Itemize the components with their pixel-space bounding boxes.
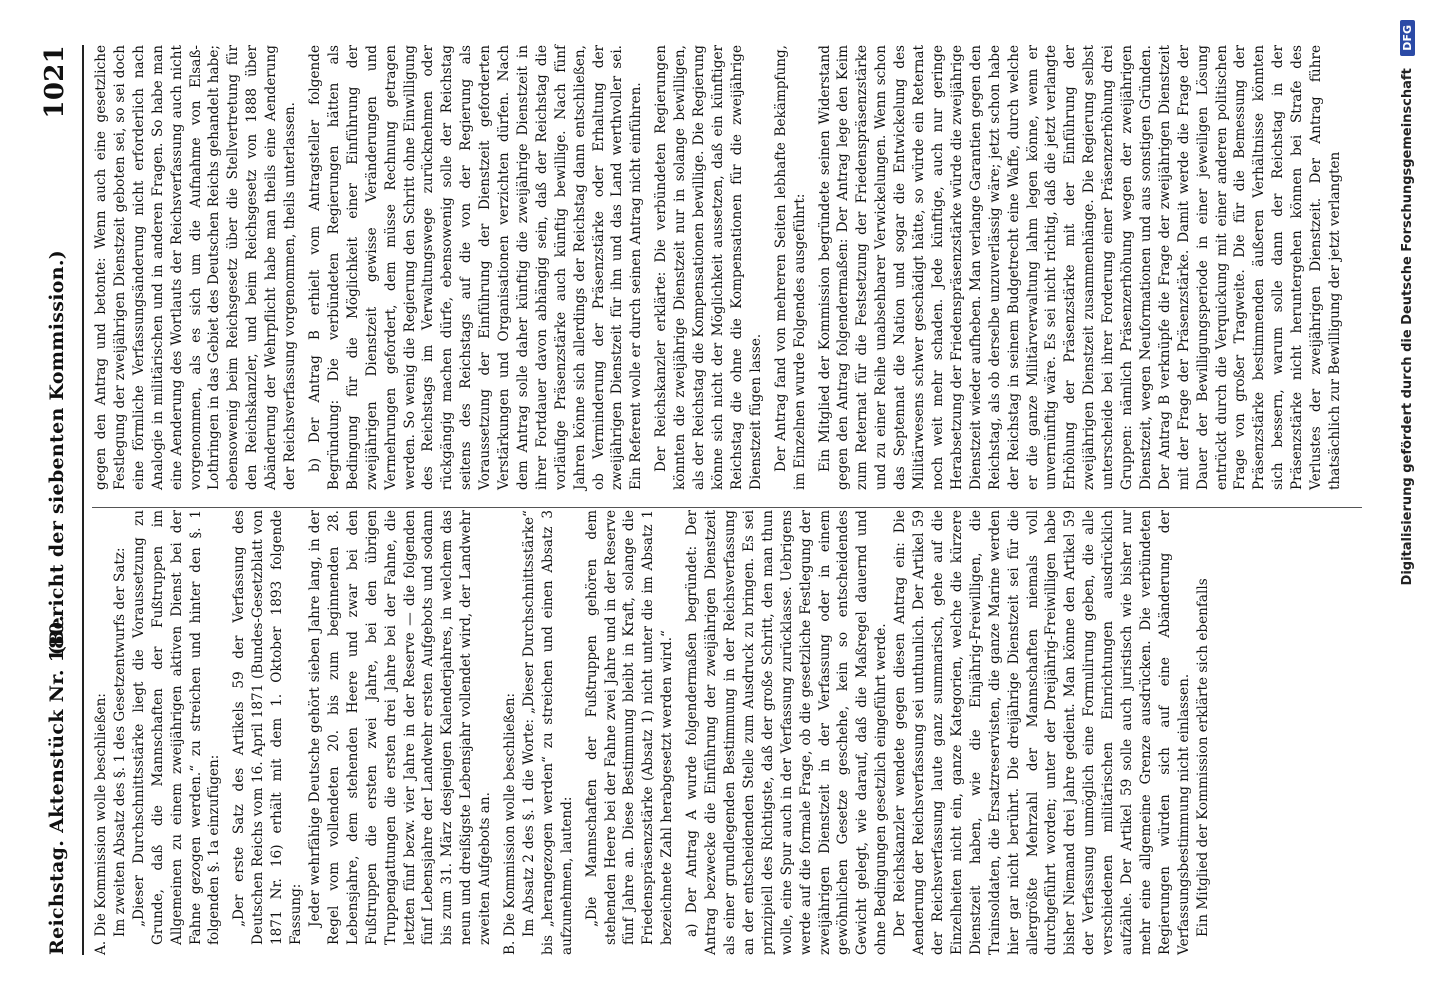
paragraph	[652, 45, 765, 490]
paragraph-text: gegen den Antrag und betonte: Wenn auch eine gesetzliche Festlegung der zweijährigen Dienstzeit geboten sei, so sei doch eine förmliche Verfassungsänderung nicht erforderlich nach Analogie in militärischen und in anderen Fragen. So habe man eine Aenderung des Wortlauts der Reichsverfassung auch nicht vorgenommen, als es sich um die Aufnahme von Elsaß-Lothringen in das Gebiet des Deutschen Reichs gehandelt habe; ebensowenig beim Reichsgesetz über die Stellvertretung für den Reichskanzler, und beim Reichsgesetz von 1888 über Abänderung der Wehrpflicht habe man theils eine Aenderung der Reichsverfassung vorgenommen, theils unterlassen.	[93, 45, 299, 490]
paragraph-text: Der Reichskanzler erklärte: Die verbündeten Regierungen könnten die zweijährige Dienstzeit nur in solange bewilligen, als der Reichstag die Kompensationen bewillige. Die Regierung könne sich nicht der Möglichkeit aussetzen, daß ein künftiger Reichstag die ohne die Kompensationen für die zweijährige Dienstzeit fügen lasse.	[653, 45, 764, 490]
paragraph	[520, 510, 577, 955]
paragraph-text: Ein Mitglied der Kommission erklärte sich ebenfalls	[1194, 578, 1211, 937]
header-left: Reichstag. Aktenstück Nr. 180.	[46, 614, 68, 955]
paragraph	[92, 510, 111, 955]
paragraph-text: b) Der Antrag B erhielt vom Antragsteller folgende Begründung: Die verbündeten Regierungen hätten als Bedingung für die Möglichkeit einer Einführung der zweijährigen Dienstzeit gewisse Veränderungen und Vermehrungen gefordert, dem müsse Rechnung getragen werden. So wenig die Regierung den Schritt ohne Einwilligung des Reichstags im Verwaltungswege zurücknehmen oder rückgängig machen dürfe, ebensowenig solle der Reichstag seitens des Reichstags auf die von der Regierung als Voraussetzung der Einführung der Dienstzeit geforderten Verstärkungen und Organisationen verzichten dürfen. Nach dem Antrag solle daher künftig die zweijährige Dienstzeit in ihrer Fortdauer davon abhängig sein, daß der Reichstag die vorläufige Präsenzstärke auch künftig bewillige. Nach fünf Jahren könne sich allerdings der Reichstag dann entschließen, ob Verminderung der Präsenzstärke oder Erhaltung der zweijährigen Dienstzeit für ihn und das Land werthvoller sei. Ein Referent wolle er durch seinen Antrag nicht einführen.	[306, 45, 645, 490]
page-header	[40, 45, 74, 955]
paragraph	[683, 510, 891, 955]
paragraph	[1194, 510, 1213, 955]
paragraph	[306, 45, 646, 490]
credit-text: Digitalisierung gefördert durch die Deutsche Forschungsgemeinschaft	[1400, 68, 1415, 586]
paragraph-text: a) Der Antrag A wurde folgendermaßen begründet: Der Antrag bezwecke die Einführung der zweijährigen Dienstzeit als einer grundlegenden Bestimmung in der Reichsverfassung an der entscheidenden Stelle zum Ausdruck zu bringen. Es sei prinzipiell des Richtigste, daß der große Schritt, den man thun wolle, eine Spur auch in der Verfassung zurücklasse. Uebrigens werde auf die formale Frage, ob die gesetzliche Festlegung der zweijährigen Dienstzeit in der Verfassung oder in einem gewöhnlichen Gesetze geschehe, kein so entscheidendes Gewicht gelegt, wie darauf, daß die Maßregel dauernd und ohne Bedingungen gesetzlich eingeführt werde.	[684, 510, 890, 955]
paragraph-text: Der Antrag fand von mehreren Seiten lebhafte Bekämpfung, im Einzelnen wurde Folgendes ausgeführt:	[772, 45, 808, 490]
paragraph-text: Im zweiten Absatz des §. 1 des Gesetzentwurfs der Satz:	[111, 547, 128, 937]
column-separator	[92, 507, 1362, 508]
right-column	[92, 45, 1345, 490]
paragraph	[583, 510, 678, 955]
paragraph	[111, 510, 130, 955]
paragraph-text: Ein Mitglied der Kommission begründete seinen Widerstand gegen den Antrag folgendermaßen: Der Antrag lege den Keim zum Reternat für die Festsetzung der Friedenspräsenzstärke und zu einer Reihe unabsehbarer Verwickelungen. Wenn schon das Septennat die Nation und sogar die Entwickelung des Militärwesens schwer geschädigt hätte, so würde ein Reternat noch weit mehr schaden. Jede künftige, auch nur geringe Herabsetzung der Friedenspräsenzstärke würde die zweijährige Dienstzeit wieder aufheben. Man verlange Garantien gegen den Reichstag, als ob derselbe unzuverlässig wäre; jetzt schon habe der Reichstag in seinem Budgetrecht eine Waffe, durch welche er die ganze Militärverwaltung lahm legen könne, wenn er unvernünftig wäre. Es sei nicht richtig, daß die jetzt verlangte Erhöhung der Präsenzstärke mit der Einführung der zweijährigen Dienstzeit zusammenhänge. Die Regierung selbst unterscheide bei ihrer Forderung einer Präsenzerhöhung drei Gruppen: nämlich Präsenzerhöhung wegen der zweijährigen Dienstzeit, wegen Neuformationen und aus sonstigen Gründen. Der Antrag B verknüpfe die Frage der zweijährigen Dienstzeit mit der Frage der Präsenzstärke. Damit werde die Frage der Dauer der Bewilligungsperiode in einer jeweiligen Lösung entrückt durch die Verquickung mit einer anderen politischen Frage von großer Tragweite. Die für die Bemessung der Präsenzstärke bestimmenden äußeren Verhältnisse könnten sich bessern, warum solle dann der Reichstag in der Präsenzstärke nicht heruntergehen können bei Strafe des Verlustes der zweijährigen Dienstzeit. Der Antrag führe thatsächlich zur Bewilligung der jetzt verlangten	[816, 45, 1343, 490]
paragraph	[891, 510, 1194, 955]
header-rule	[82, 45, 84, 955]
paragraph-text: „Dieser Durchschnittsstärke liegt die Voraussetzung zu Grunde, daß die Mannschaften der Fußtruppen im Allgemeinen zu einem zweijährigen aktiven Dienst bei der Fahne gezogen werden.“ zu streichen und hinter den §. 1 folgenden §. 1a einzufügen:	[130, 510, 223, 945]
left-column	[92, 510, 1213, 955]
section-label: B.	[502, 940, 519, 955]
paragraph	[501, 510, 520, 955]
section-label: A.	[93, 940, 109, 955]
paragraph	[816, 45, 1345, 490]
paragraph	[130, 510, 225, 955]
paragraph-text: Der Reichskanzler wendete gegen diesen Antrag ein: Die Aenderung der Reichsverfassung sei unthunlich. Der Artikel 59 der Reichsverfassung laute ganz summarisch, gehe auf die Einzelheiten nicht ein, ganze Kategorien, welche die kürzere Dienstzeit haben, wie die Einjährig-Freiwilligen, die Trainsoldaten, die Ersatzreservisten, die ganze Marine werden hier gar nicht berührt. Die dreijährige Dienstzeit sei für die allergrößte Mehrzahl der Mannschaften niemals voll durchgeführt worden; unter der Dreijährig-Freiwilligen habe bisher Niemand drei Jahre gedient. Man könne den Artikel 59 der Verfassung unmöglich eine Formulirung geben, die alle verschiedenen militärischen Einrichtungen ausdrücklich aufzähle. Der Artikel 59 solle auch juristisch wie bisher nur mehr eine allgemeine Grenze ausdrücken. Die verbündeten Regierungen würden sich auf eine Abänderung der Verfassungsbestimmung nicht einlassen.	[892, 510, 1192, 955]
paragraph-text: „Der erste Satz des Artikels 59 der Verfassung des Deutschen Reichs vom 16. April 1871 (Bundes-Gesetzblatt von 1871 Nr. 16) erhält mit dem 1. Oktober 1893 folgende Fassung:	[231, 510, 305, 945]
paragraph-text: Die Kommission wolle beschließen:	[93, 693, 109, 937]
paragraph-text: Jeder wehrfähige Deutsche gehört sieben Jahre lang, in der Regel vom vollendeten 20. bis zum beginnenden 28. Lebensjahre, dem stehenden Heere und zwar bei den Fußtruppen die ersten zwei Jahre, bei den übrigen Truppengattungen die ersten drei Jahre bei der Fahne, die letzten fünf bezw. vier Jahre in der Reserve — die folgenden fünf Lebensjahre der Landwehr ersten Aufgebots und sodann bis zum 31. März desjenigen Kalenderjahres, in welchem das neun und dreißigste Lebensjahr vollendet wird, der Landwehr zweiten Aufgebots an.	[306, 510, 494, 945]
digitization-credit	[1400, 20, 1424, 980]
paragraph	[230, 510, 306, 955]
paragraph	[772, 45, 810, 490]
page-number: 1021	[40, 45, 70, 119]
paragraph-text: Im Absatz 2 des §. 1 die Worte: „Dieser Durchschnittsstärke“ bis „herangezogen werden“ zu streichen und einen Absatz 3 aufzunehmen, lautend:	[520, 510, 575, 955]
paragraph	[306, 510, 495, 955]
paragraph-text: Die Kommission wolle beschließen:	[502, 692, 519, 937]
paragraph	[92, 45, 300, 490]
header-center: (Bericht der siebenten Kommission.)	[46, 249, 68, 655]
paragraph-text: „Die Mannschaften der Fußtruppen gehören dem stehenden Heere bei der Fahne zwei Jahre und in der Reserve fünf Jahre an. Diese Bestimmung bleibt in Kraft, solange die Friedenspräsenzstärke (Absatz 1) nicht unter die im Absatz 1 bezeichnete Zahl herabgesetzt werden wird.“	[583, 510, 676, 945]
dfg-logo: DFG	[1400, 20, 1415, 56]
